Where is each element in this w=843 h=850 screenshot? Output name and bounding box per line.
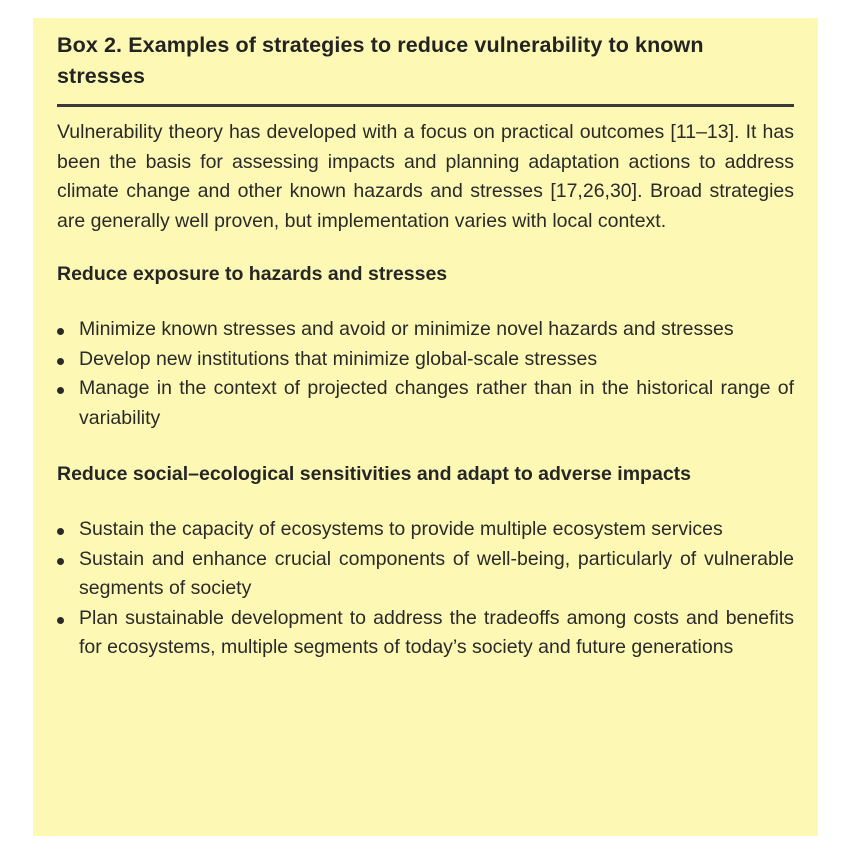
list-item-text: Manage in the context of projected changes rather than in the historical range of variability <box>79 377 794 429</box>
list-item-text: Sustain the capacity of ecosystems to provide multiple ecosystem services <box>79 518 723 540</box>
list-item-text: Sustain and enhance crucial components of well-being, particularly of vulnerable segments of society <box>79 547 794 599</box>
list-item <box>57 345 794 375</box>
list-item <box>57 515 794 545</box>
bullet-icon <box>57 528 64 535</box>
intro-paragraph: Vulnerability theory has developed with a focus on practical outcomes [11–13]. It has been the basis for assessing impacts and planning adaptation actions to address climate change and other known hazards and stresses [17,26,30]. Broad strategies are generally well proven, but implementation varies with local context. <box>57 121 794 232</box>
bullet-icon <box>57 558 64 565</box>
section-heading-exposure: Reduce exposure to hazards and stresses <box>57 263 448 285</box>
text-box <box>33 18 818 836</box>
sensitivity-strategy-list <box>57 515 794 663</box>
list-item <box>57 315 794 345</box>
title-divider <box>57 104 794 107</box>
box-title: Box 2. Examples of strategies to reduce vulnerability to known stresses <box>57 33 704 88</box>
list-item <box>57 604 794 663</box>
bullet-icon <box>57 617 64 624</box>
list-item <box>57 374 794 433</box>
list-item-text: Plan sustainable development to address the tradeoffs among costs and benefits for ecosystems, multiple segments of today’s society and future generations <box>79 606 794 658</box>
bullet-icon <box>57 328 64 335</box>
list-item <box>57 545 794 604</box>
list-item-text: Develop new institutions that minimize global-scale stresses <box>79 347 598 370</box>
bullet-icon <box>57 387 64 394</box>
list-item-text: Minimize known stresses and avoid or minimize novel hazards and stresses <box>79 318 734 340</box>
exposure-strategy-list <box>57 315 794 433</box>
section-heading-sensitivities: Reduce social–ecological sensitivities and adapt to adverse impacts <box>57 463 691 485</box>
bullet-icon <box>57 358 64 365</box>
